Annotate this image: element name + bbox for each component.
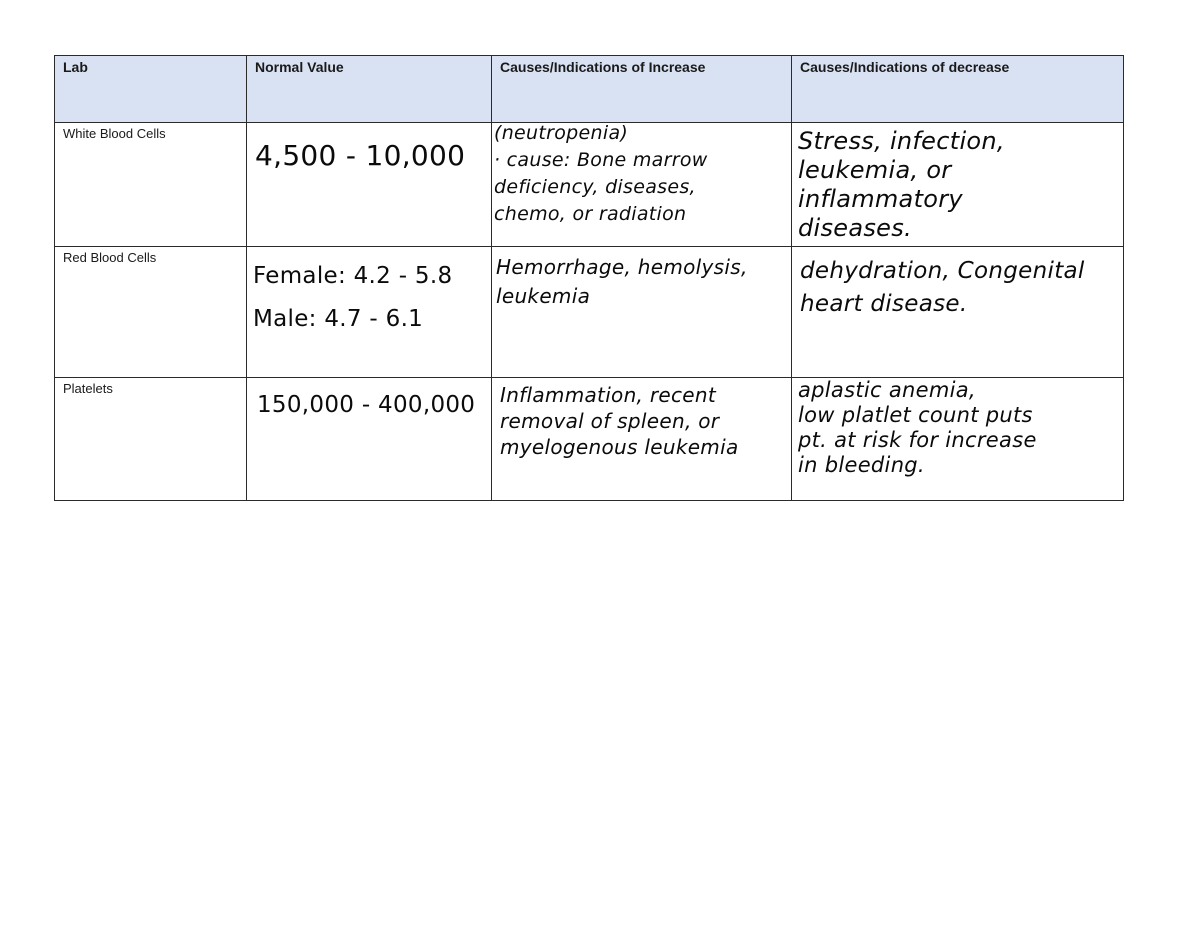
- header-lab-label: Lab: [63, 59, 88, 75]
- handwritten-decrease: aplastic anemia, low platlet count puts pt. at risk for increase in bleeding.: [798, 378, 1037, 477]
- header-normal-value-label: Normal Value: [255, 59, 344, 75]
- handwritten-decrease: Stress, infection, leukemia, or inflammatory diseases.: [798, 127, 1005, 242]
- cell-normal: [247, 123, 492, 247]
- lab-name: Red Blood Cells: [63, 250, 157, 265]
- cell-lab: [55, 247, 247, 378]
- cell-lab: [55, 123, 247, 247]
- cell-increase: [492, 378, 792, 501]
- lab-values-table: [54, 55, 1124, 501]
- header-decrease: [792, 56, 1124, 123]
- handwritten-normal-value: Female: 4.2 - 5.8 Male: 4.7 - 6.1: [253, 263, 453, 332]
- header-normal-value: [247, 56, 492, 123]
- handwritten-normal-value: 4,500 - 10,000: [255, 139, 466, 172]
- handwritten-increase: (neutropenia) · cause: Bone marrow deficiency, diseases, chemo, or radiation: [494, 122, 708, 225]
- table-row: [55, 378, 1124, 501]
- header-row: [55, 56, 1124, 123]
- handwritten-normal-value: 150,000 - 400,000: [257, 392, 476, 418]
- handwritten-increase: Inflammation, recent removal of spleen, or myelogenous leukemia: [500, 383, 739, 459]
- header-increase: [492, 56, 792, 123]
- cell-decrease: [792, 247, 1124, 378]
- cell-increase: [492, 123, 792, 247]
- cell-decrease: [792, 378, 1124, 501]
- lab-name: Platelets: [63, 381, 113, 396]
- header-decrease-label: Causes/Indications of decrease: [800, 59, 1010, 75]
- table-row: [55, 123, 1124, 247]
- handwritten-increase: Hemorrhage, hemolysis, leukemia: [496, 255, 748, 308]
- table-row: [55, 247, 1124, 378]
- cell-lab: [55, 378, 247, 501]
- header-lab: [55, 56, 247, 123]
- cell-decrease: [792, 123, 1124, 247]
- cell-normal: [247, 247, 492, 378]
- lab-name: White Blood Cells: [63, 126, 166, 141]
- cell-increase: [492, 247, 792, 378]
- handwritten-decrease: dehydration, Congenital heart disease.: [800, 258, 1085, 317]
- header-increase-label: Causes/Indications of Increase: [500, 59, 706, 75]
- cell-normal: [247, 378, 492, 501]
